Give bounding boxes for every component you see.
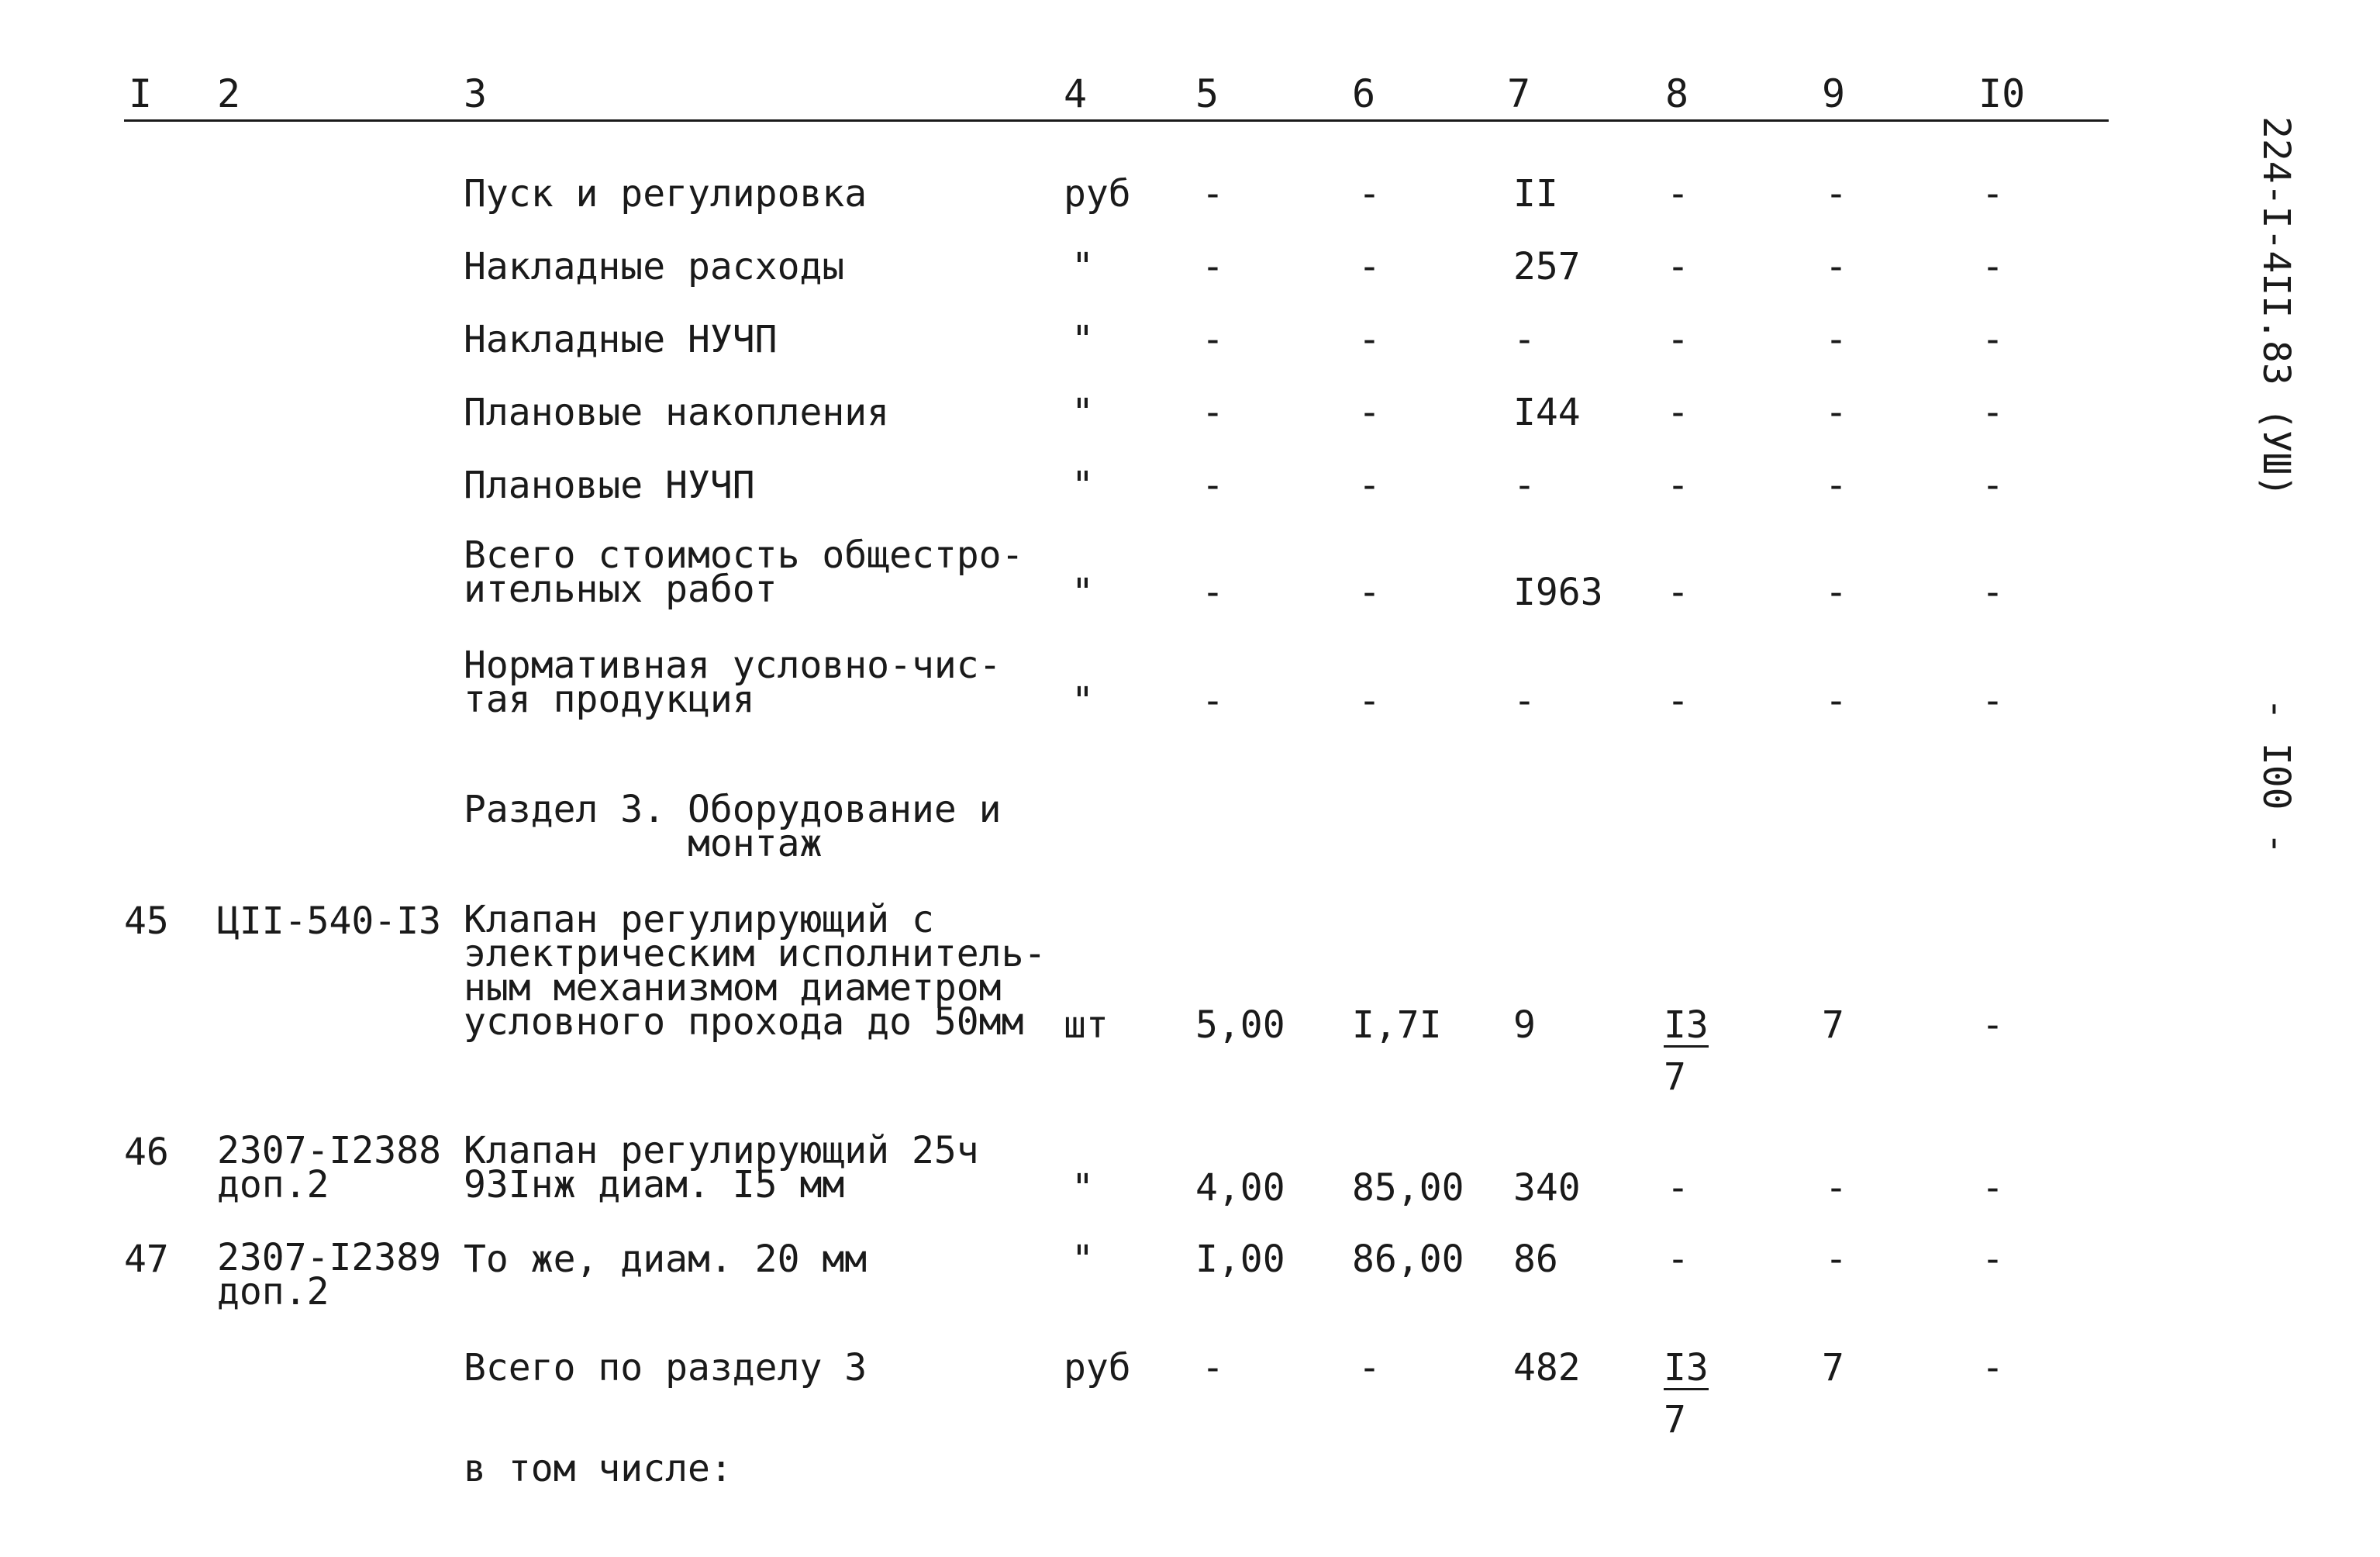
column-header-9: 9 [1822,71,1846,116]
row-col9: - [1825,245,1847,288]
column-header-8: 8 [1665,71,1689,116]
row-number: 46 [124,1131,169,1174]
row-col7: 482 [1513,1346,1581,1390]
row-name: Накладные расходы [464,245,845,288]
row-code: ЦII-540-I3 [217,899,441,943]
row-col7: II [1513,172,1558,216]
row-col9: - [1825,172,1847,216]
document-code: 224-I-4II.83 (УШ) [2254,116,2298,498]
row-col7: 9 [1513,1003,1536,1047]
row-col10: - [1982,172,2004,216]
row-col6: - [1358,391,1381,434]
row-col8-fraction [1664,1346,1709,1441]
row-unit: шт [1064,1003,1109,1047]
row-col8: - [1667,245,1689,288]
row-col5: 4,00 [1195,1166,1285,1210]
row-col7: - [1513,679,1536,723]
row-unit: руб [1064,172,1131,216]
row-col7: - [1513,318,1536,361]
row-col8: - [1667,571,1689,614]
row-col9: - [1825,679,1847,723]
row-col7: 340 [1513,1166,1581,1210]
row-col8: - [1667,391,1689,434]
row-name: Всего стоимость общестро- ительных работ [464,533,1024,611]
column-header-4: 4 [1064,71,1088,116]
row-col6: I,7I [1352,1003,1442,1047]
row-col6: 86,00 [1352,1238,1464,1281]
row-number: 45 [124,899,169,943]
row-col10: - [1982,245,2004,288]
row-unit: " [1071,245,1094,288]
row-col10: - [1982,571,2004,614]
fraction-numerator: I3 [1664,1346,1709,1390]
row-unit: " [1071,464,1094,507]
section-heading: Раздел 3. Оборудование и монтаж [464,788,1002,865]
row-col5: - [1202,679,1224,723]
row-col6: - [1358,245,1381,288]
row-col8-fraction [1664,1003,1709,1099]
row-col8: - [1667,1238,1689,1281]
column-header-2: 2 [217,71,241,116]
row-name: Пуск и регулировка [464,172,867,216]
column-header-6: 6 [1352,71,1376,116]
row-unit: " [1071,1238,1094,1281]
fraction-denominator: 7 [1664,1055,1686,1099]
row-col7: 86 [1513,1238,1558,1281]
row-col9: 7 [1822,1003,1844,1047]
row-col5: - [1202,571,1224,614]
row-col7: I963 [1513,571,1603,614]
row-col5: - [1202,245,1224,288]
row-col5: 5,00 [1195,1003,1285,1047]
column-header-1: I [129,71,153,116]
row-col5: - [1202,464,1224,507]
row-name: Всего по разделу 3 [464,1346,867,1390]
page-number: - I00 - [2254,698,2298,855]
note-text: в том числе: [464,1447,733,1490]
row-col7: 257 [1513,245,1581,288]
row-col10: - [1982,1003,2004,1047]
row-name: Нормативная условно-чис- тая продукция [464,644,1002,721]
row-col10: - [1982,318,2004,361]
column-header-3: 3 [464,71,488,116]
row-col5: - [1202,1346,1224,1390]
row-col6: - [1358,172,1381,216]
row-col9: - [1825,391,1847,434]
row-col10: - [1982,1238,2004,1281]
row-col6: 85,00 [1352,1166,1464,1210]
row-col8: - [1667,1166,1689,1210]
row-col8: - [1667,172,1689,216]
row-col9: - [1825,1238,1847,1281]
row-col5: - [1202,318,1224,361]
row-col6: - [1358,318,1381,361]
column-header-5: 5 [1195,71,1219,116]
row-name: Плановые НУЧП [464,464,755,507]
row-col9: - [1825,464,1847,507]
row-col6: - [1358,679,1381,723]
row-unit: " [1071,571,1094,614]
row-col7: I44 [1513,391,1581,434]
row-col10: - [1982,1166,2004,1210]
header-rule [124,119,2109,122]
row-code: 2307-I2389 доп.2 [217,1236,441,1314]
row-name: То же, диам. 20 мм [464,1238,867,1281]
fraction-numerator: I3 [1664,1003,1709,1047]
row-col5: - [1202,391,1224,434]
row-col9: - [1825,1166,1847,1210]
row-col6: - [1358,571,1381,614]
row-col9: - [1825,571,1847,614]
row-col5: - [1202,172,1224,216]
row-col10: - [1982,464,2004,507]
row-unit: " [1071,391,1094,434]
row-col9: 7 [1822,1346,1844,1390]
row-col9: - [1825,318,1847,361]
row-col6: - [1358,464,1381,507]
row-col5: I,00 [1195,1238,1285,1281]
row-unit: руб [1064,1346,1131,1390]
row-col7: - [1513,464,1536,507]
row-col10: - [1982,679,2004,723]
row-number: 47 [124,1238,169,1281]
fraction-denominator: 7 [1664,1398,1686,1441]
row-code: 2307-I2388 доп.2 [217,1129,441,1207]
row-col10: - [1982,391,2004,434]
row-col8: - [1667,464,1689,507]
row-col8: - [1667,679,1689,723]
row-col6: - [1358,1346,1381,1390]
row-name: Клапан регулирующий 25ч 93Iнж диам. I5 мм [464,1129,979,1207]
row-unit: " [1071,318,1094,361]
row-name: Плановые накопления [464,391,890,434]
row-unit: " [1071,679,1094,723]
column-header-7: 7 [1507,71,1531,116]
column-header-10: I0 [1978,71,2026,116]
row-name: Накладные НУЧП [464,318,778,361]
row-col8: - [1667,318,1689,361]
row-col10: - [1982,1346,2004,1390]
row-name: Клапан регулирующий с электрическим исполнитель- ным механизмом диаметром условного прохода до 50мм [464,898,1047,1044]
row-unit: " [1071,1166,1094,1210]
